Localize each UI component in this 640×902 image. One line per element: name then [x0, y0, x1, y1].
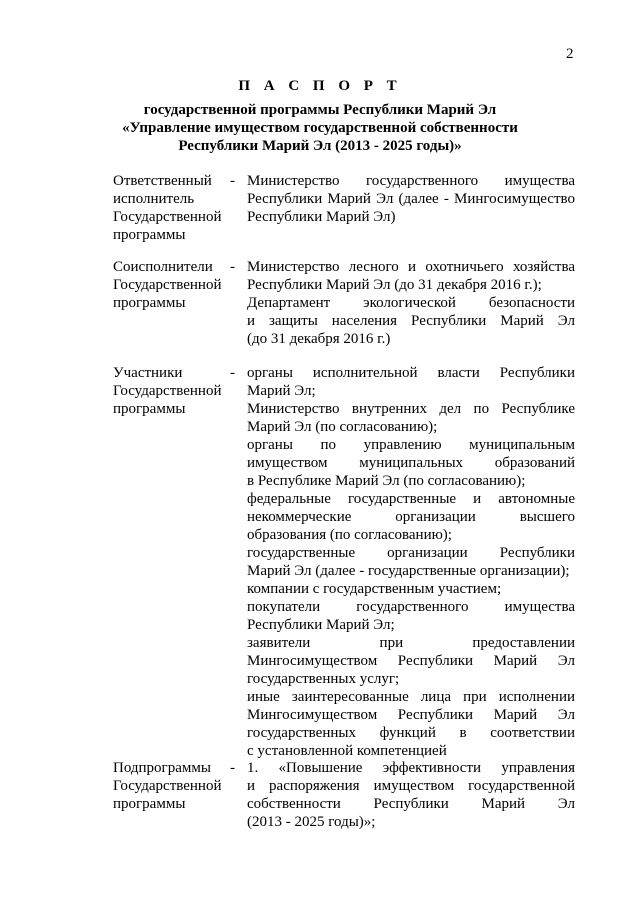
- row-dash: -: [230, 365, 235, 381]
- row-value-line: иные заинтересованные лица при исполнении: [247, 689, 575, 705]
- row-label-line: Государственной: [113, 277, 222, 293]
- row-value-line: государственных функций в соответствии: [247, 725, 575, 741]
- row-value-line: заявители при предоставлении: [247, 635, 575, 651]
- row-value: [247, 364, 575, 760]
- subtitle-line: Республики Марий Эл (2013 - 2025 годы)»: [178, 138, 462, 154]
- row-value-line: органы по управлению муниципальным: [247, 437, 575, 453]
- row-dash: -: [230, 760, 235, 776]
- row-value-line: компании с государственным участием;: [247, 581, 502, 597]
- row-dash: -: [230, 173, 235, 189]
- subtitle-line: государственной программы Республики Марий Эл: [143, 102, 497, 118]
- row-label-line: исполнитель: [113, 191, 195, 207]
- row-value: [247, 258, 575, 348]
- row-value-line: и защиты населения Республики Марий Эл: [247, 313, 575, 329]
- row-label-line: Государственной: [113, 778, 222, 794]
- row-label-line: программы: [113, 401, 186, 417]
- row-value-line: органы исполнительной власти Республики: [247, 365, 575, 381]
- row-value-line: Министерство лесного и охотничьего хозяйства: [247, 259, 575, 275]
- row-label-line: программы: [113, 796, 186, 812]
- row-value-line: Республики Марий Эл;: [247, 617, 395, 633]
- row-value-line: Марий Эл;: [247, 383, 316, 399]
- row-value-line: покупатели государственного имущества: [247, 599, 575, 615]
- subtitle-line: «Управление имуществом государственной собственности: [122, 120, 518, 136]
- row-label-line: Государственной: [113, 209, 222, 225]
- row-label-line: Ответственный: [113, 173, 212, 189]
- row-value-line: Департамент экологической безопасности: [247, 295, 575, 311]
- row-label: [113, 258, 231, 312]
- row-value-line: 1. «Повышение эффективности управления: [247, 760, 575, 776]
- row-label-line: Подпрограммы: [113, 760, 211, 776]
- row-label-line: программы: [113, 295, 186, 311]
- document-title: П А С П О Р Т: [238, 78, 402, 94]
- row-value-line: собственности Республики Марий Эл: [247, 796, 575, 812]
- row-value-line: имуществом муниципальных образований: [247, 455, 575, 471]
- row-value-line: Республики Марий Эл (до 31 декабря 2016 г.);: [247, 277, 542, 293]
- row-value-line: Республики Марий Эл): [247, 209, 396, 225]
- row-value-line: Мингосимуществом Республики Марий Эл: [247, 653, 575, 669]
- row-value-line: (2013 - 2025 годы)»;: [247, 814, 376, 830]
- row-label-line: программы: [113, 227, 186, 243]
- row-value-line: Мингосимуществом Республики Марий Эл: [247, 707, 575, 723]
- row-value: [247, 759, 575, 831]
- row-dash: -: [230, 259, 235, 275]
- row-label: [113, 364, 231, 418]
- row-value-line: Министерство государственного имущества: [247, 173, 575, 189]
- row-value-line: некоммерческие организации высшего: [247, 509, 575, 525]
- row-value-line: Марий Эл (далее - государственные организации);: [247, 563, 570, 579]
- row-value-line: (до 31 декабря 2016 г.): [247, 331, 391, 347]
- row-value-line: федеральные государственные и автономные: [247, 491, 575, 507]
- row-value-line: государственные организации Республики: [247, 545, 575, 561]
- row-value-line: государственных услуг;: [247, 671, 400, 687]
- row-value-line: и распоряжения имуществом государственной: [247, 778, 575, 794]
- row-value: [247, 172, 575, 226]
- row-value-line: с установленной компетенцией: [247, 743, 447, 759]
- row-value-line: образования (по согласованию);: [247, 527, 452, 543]
- row-label: [113, 172, 231, 244]
- row-value-line: Республики Марий Эл (далее - Мингосимущество: [247, 191, 575, 207]
- row-value-line: в Республике Марий Эл (по согласованию);: [247, 473, 526, 489]
- page-number: 2: [566, 46, 574, 62]
- row-value-line: Марий Эл (по согласованию);: [247, 419, 438, 435]
- row-label-line: Участники: [113, 365, 183, 381]
- row-label: [113, 759, 231, 813]
- row-label-line: Соисполнители: [113, 259, 213, 275]
- row-value-line: Министерство внутренних дел по Республике: [247, 401, 575, 417]
- row-label-line: Государственной: [113, 383, 222, 399]
- document-subtitle: [0, 101, 640, 155]
